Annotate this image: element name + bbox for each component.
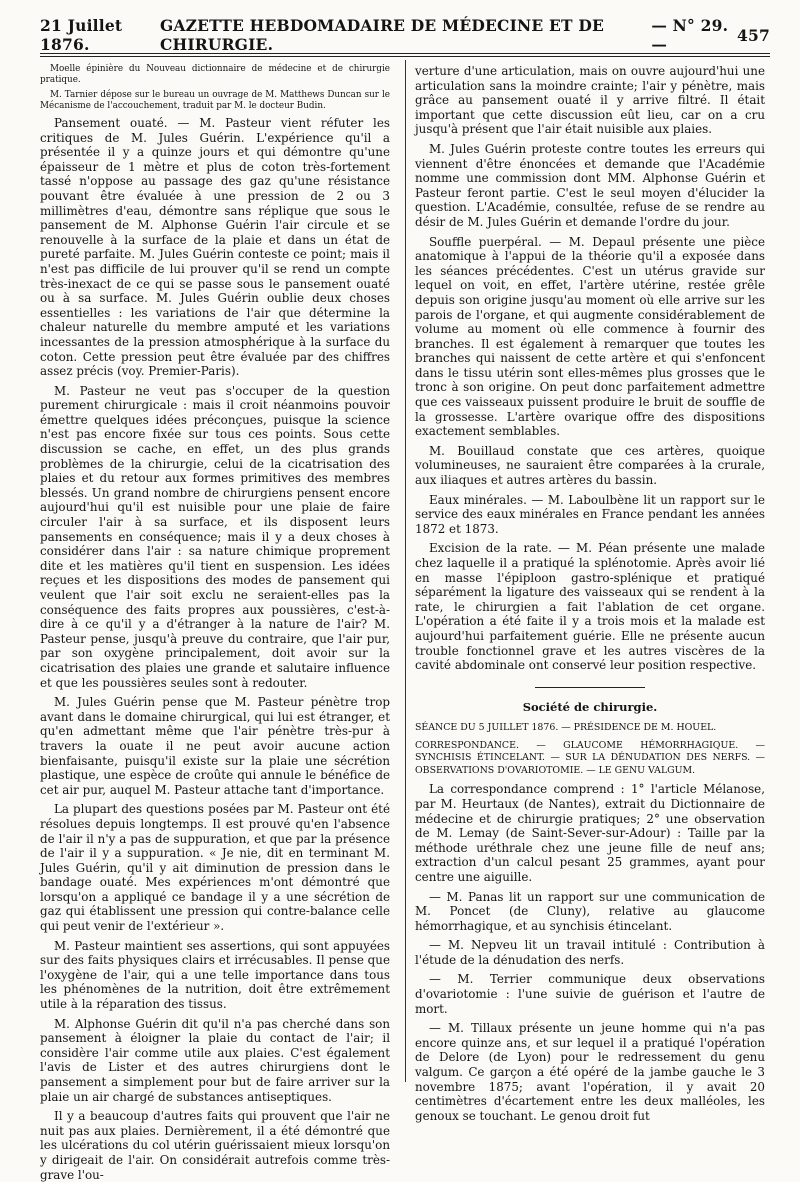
header-rule — [40, 56, 770, 57]
paragraph: verture d'une articulation, mais on ouvre aujourd'hui une articulation sans la moindre crainte; l'air y pénètre, mais grâce au pansement ouaté il y arrive filtré. Il était important que cette discussion eût lieu, car on a cru jusqu'à présent que l'air était nuisible aux plaies. — [415, 64, 765, 137]
paragraph: — M. Nepveu lit un travail intitulé : Contribution à l'étude de la dénudation des nerfs. — [415, 938, 765, 967]
header-rule — [40, 53, 770, 54]
paragraph: — M. Panas lit un rapport sur une communication de M. Poncet (de Cluny), relative au glaucome hémorrhagique, et au synchisis étincelant. — [415, 889, 765, 933]
paragraph: M. Bouillaud constate que ces artères, quoique volumineuses, ne sauraient être comparées à la crurale, aux iliaques et autres artères du bassin. — [415, 443, 765, 488]
header-number: — N° 29. — — [651, 16, 729, 54]
right-column — [415, 64, 765, 1123]
paragraph: M. Pasteur ne veut pas s'occuper de la question purement chirurgicale : mais il croit néanmoins pouvoir émettre quelques idées préconçues, puisque la science n'est pas encore fixée sur tous ces points. Sous cette discussion se cache, en effet, un des plus grands problèmes de la chirurgie, celui de la cicatrisation des plaies et du retour aux formes primitives des membres blessés. Un grand nombre de chirurgiens pensent encore aujourd'hui qu'il est nuisible pour une plaie de faire circuler l'air à sa surface, et ils disposent leurs pansements en conséquence; mais il y a deux choses à considérer dans l'air : sa nature chimique proprement dite et les matières qu'il tient en suspension. Les idées reçues et les dispositions des modes de pansement qui veulent que l'air soit exclu ne seraient-elles pas la conséquence des faits propres aux poussières, c'est-à-dire à ce qu'il y a d'étranger à la nature de l'air? M. Pasteur pense, jusqu'à preuve du contraire, que l'air pur, par son oxygène principalement, doit avoir sur la cicatrisation des plaies une grande et salutaire influence et que les poussières seules sont à redouter. — [40, 383, 390, 690]
paragraph: Eaux minérales. — M. Laboulbène lit un rapport sur le service des eaux minérales en France pendant les années 1872 et 1873. — [415, 492, 765, 536]
section-rule — [535, 687, 645, 688]
paragraph: M. Alphonse Guérin dit qu'il n'a pas cherché dans son pansement à éloigner la plaie du contact de l'air; il considère l'air comme utile aux plaies. C'est également l'avis de Lister et des autres chirurgiens dont le pansement a simplement pour but de faire arriver sur la plaie un air chargé de substances antiseptiques. — [40, 1016, 390, 1104]
paragraph: Il y a beaucoup d'autres faits qui prouvent que l'air ne nuit pas aux plaies. Dernièrement, il a été démontré que les ulcérations du col utérin guérissaient mieux lorsqu'on y dirigeait de l'air. On considérait autrefois comme très-grave l'ou- — [40, 1109, 390, 1182]
paragraph: M. Pasteur maintient ses assertions, qui sont appuyées sur des faits physiques clairs et irrécusables. Il pense que l'oxygène de l'air, qui a une telle importance dans tous les phénomènes de la nutrition, doit être extrêmement utile à la réparation des tissus. — [40, 938, 390, 1012]
note: Moelle épinière du Nouveau dictionnaire de médecine et de chirurgie pratique. — [40, 64, 390, 85]
paragraph: La plupart des questions posées par M. Pasteur ont été résolues depuis longtemps. Il est prouvé qu'en l'absence de l'air il n'y a pas de suppuration, et que par la présence de l'air il y a suppuration. « Je nie, dit en terminant M. Jules Guérin, qu'il y ait diminution de pression dans le bandage ouaté. Mes expériences m'ont démontré que lorsqu'on a appliqué ce bandage il y a une sécrétion de gaz qui établissent une pression qui contre-balance celle qui peut venir de l'extérieur ». — [40, 802, 390, 934]
paragraph: La correspondance comprend : 1° l'article Mélanose, par M. Heurtaux (de Nantes), extrait du Dictionnaire de médecine et de chirurgie pratiques; 2° une observation de M. Lemay (de Saint-Sever-sur-Adour) : Taille par la méthode uréthrale chez une jeune fille de neuf ans; extraction d'un calcul pesant 25 grammes, ayant pour centre une aiguille. — [415, 782, 765, 884]
paragraph: — M. Terrier communique deux observations d'ovariotomie : l'une suivie de guérison et l'autre de mort. — [415, 972, 765, 1016]
seance-heading: SÉANCE DU 5 JUILLET 1876. — PRÉSIDENCE DE M. HOUEL. — [415, 722, 717, 734]
paragraph: Souffle puerpéral. — M. Depaul présente une pièce anatomique à l'appui de la théorie qu'il a exposée dans les séances précédentes. C'est un utérus gravide sur lequel on voit, en effet, l'artère utérine, restée grêle depuis son origine jusqu'au moment où elle arrive sur les parois de l'organe, et qui augmente considérablement de volume au moment où elle commence à fournir des branches. Il est également à remarquer que toutes les branches qui naissent de cette artère et qui s'enfoncent dans le tissu utérin sont elles-mêmes plus grosses que le tronc à son origine. On peut donc parfaitement admettre que ces vaisseaux puissent produire le bruit de souffle de la grossesse. L'artère ovarique offre des dispositions exactement semblables. — [415, 234, 765, 439]
paragraph: — M. Tillaux présente un jeune homme qui n'a pas encore quinze ans, et sur lequel il a pratiqué l'opération de Delore (de Lyon) pour le redressement du genu valgum. Ce garçon a été opéré de la jambe gauche le 3 novembre 1875; avant l'opération, il y avait 20 centimètres d'écartement entre les deux malléoles, les genoux se touchant. Le genou droit fut — [415, 1021, 765, 1123]
header-date: 21 Juillet 1876. — [40, 16, 123, 54]
section-title: Société de chirurgie. — [522, 699, 658, 714]
paragraph: Excision de la rate. — M. Péan présente une malade chez laquelle il a pratiqué la splénotomie. Après avoir lié en masse l'épiploon gastro-splénique et pratiqué séparément la ligature des vaisseaux qui se rendent à la rate, le chirurgien a fait l'ablation de cet organe. L'opération a été faite il y a trois mois et la malade est aujourd'hui parfaitement guérie. Elle ne présente aucun trouble fonctionnel grave et les autres viscères de la cavité abdominale ont conservé leur position respective. — [415, 541, 765, 673]
note: M. Tarnier dépose sur le bureau un ouvrage de M. Matthews Duncan sur le Mécanisme de l'accouchement, traduit par M. le docteur Budin. — [40, 90, 390, 111]
paragraph: M. Jules Guérin pense que M. Pasteur pénètre trop avant dans le domaine chirurgical, qui lui est étranger, et qu'en admettant même que l'air pénètre très-pur à travers la ouate il ne peut avoir aucune action bienfaisante, puisqu'il existe sur la plaie une sécrétion plastique, une espèce de croûte qui annule le bénéfice de cet air pur, auquel M. Pasteur attache tant d'importance. — [40, 695, 390, 797]
left-column — [40, 64, 390, 1182]
paragraph: M. Jules Guérin proteste contre toutes les erreurs qui viennent d'être énoncées et demande que l'Académie nomme une commission dont MM. Alphonse Guérin et Pasteur feront partie. C'est le seul moyen d'élucider la question. L'Académie, consultée, refuse de se rendre au désir de M. Jules Guérin et demande l'ordre du jour. — [415, 141, 765, 229]
header-page: 457 — [737, 25, 770, 45]
page-header — [40, 16, 770, 54]
seance-summary: CORRESPONDANCE. — GLAUCOME HÉMORRHAGIQUE. — SYNCHISIS ÉTINCELANT. — SUR LA DÉNUDATION DES NERFS. — OBSERVATIONS D'OVARIOTOMIE. — LE GENU VALGUM. — [415, 739, 765, 776]
paragraph: Pansement ouaté. — M. Pasteur vient réfuter les critiques de M. Jules Guérin. L'expérience qu'il a présentée il y a quinze jours et qui démontre qu'une épaisseur de 1 mètre et plus de coton très-fortement tassé n'oppose au passage des gaz qu'une résistance pouvant être évaluée à une pression de 2 ou 3 millimètres d'eau, démontre sans réplique que sous le pansement de M. Alphonse Guérin l'air circule et se renouvelle à la surface de la plaie et dans un état de pureté parfaite. M. Jules Guérin conteste ce point; mais il n'est pas difficile de lui prouver qu'il se rend un compte très-inexact de ce qui se passe sous le pansement ouaté ou à sa surface. M. Jules Guérin oublie deux choses essentielles : les variations de l'air que détermine la chaleur naturelle du membre amputé et les variations incessantes de la pression atmosphérique à la surface du coton. Cette pression peut être évaluée par des chiffres assez précis (voy. Premier-Paris). — [40, 116, 390, 379]
header-title: GAZETTE HEBDOMADAIRE DE MÉDECINE ET DE CHIRURGIE. — [159, 16, 605, 54]
column-divider — [405, 60, 406, 1082]
